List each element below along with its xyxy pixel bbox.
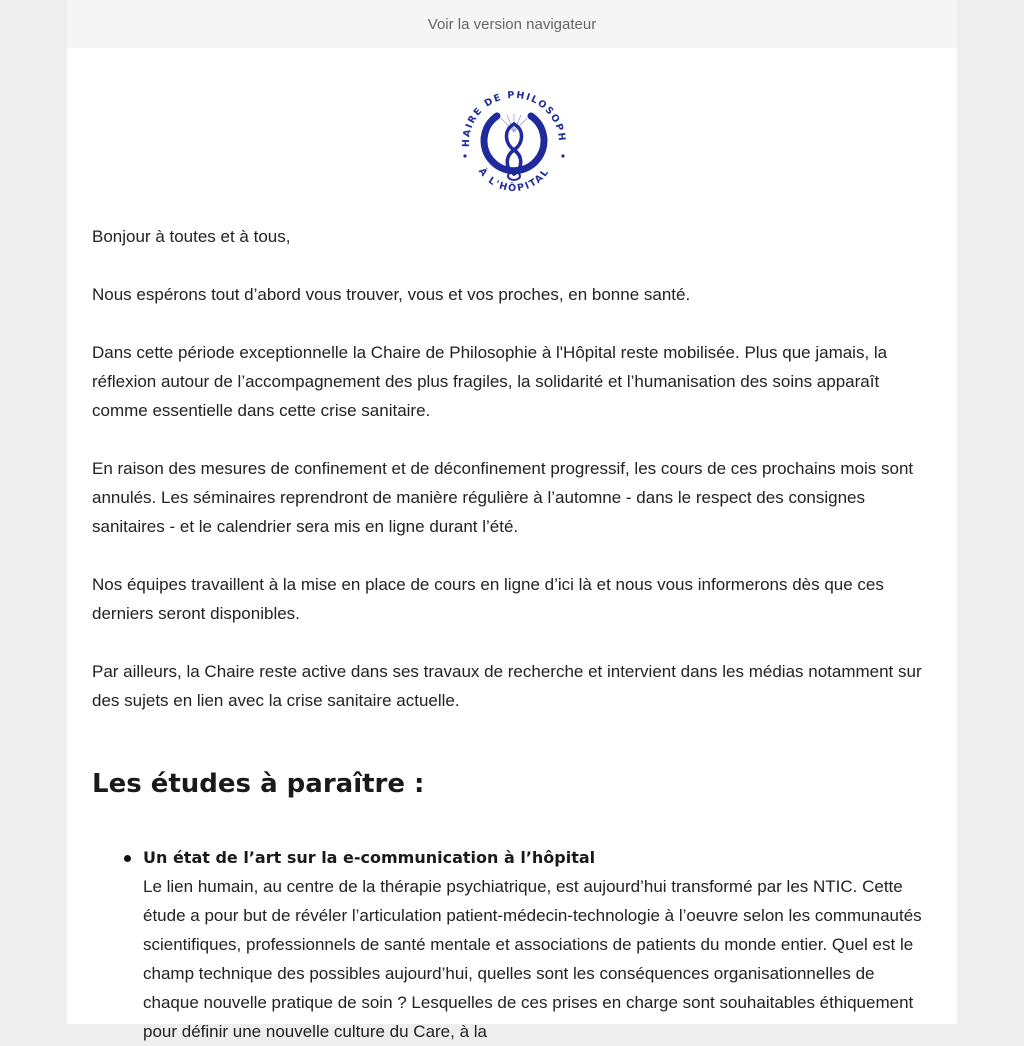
view-in-browser-link[interactable]: Voir la version navigateur <box>427 15 597 33</box>
paragraph: Nos équipes travaillent à la mise en place de cours en ligne d’ici là et nous vous informerons dès que ces derniers seront disponibles. <box>92 575 884 623</box>
top-bar <box>67 0 957 48</box>
study-title: Un état de l’art sur la e-communication à l’hôpital <box>143 848 596 867</box>
chaire-logo <box>447 76 581 210</box>
logo-arc-bottom-text: À L'HÔPITAL <box>476 166 552 195</box>
email-body <box>92 222 934 1046</box>
study-description: Le lien humain, au centre de la thérapie psychiatrique, est aujourd’hui transformé par les NTIC. Cette étude a pour but de révéler l’articulation patient-médecin-technologie à l’oeuvre selon les communautés scientifiques, professionnels de santé mentale et associations de patients du monde entier. Quel est le champ technique des possibles aujourd’hui, quelles sont les conséquences organisationnelles de chaque nouvelle pratique de soin ? Lesquelles de ces prises en charge sont souhaitables éthiquement pour définir une nouvelle culture du Care, à la <box>143 877 922 1041</box>
logo-arc-top-text: HAIRE DE PHILOSOPH <box>460 89 568 148</box>
paragraph: Nous espérons tout d’abord vous trouver, vous et vos proches, en bonne santé. <box>92 285 691 304</box>
studies-list <box>92 843 934 1046</box>
bullet-icon <box>124 855 131 862</box>
section-heading: Les études à paraître : <box>92 769 425 799</box>
email-content <box>67 48 957 1041</box>
paragraph: Dans cette période exceptionnelle la Chaire de Philosophie à l'Hôpital reste mobilisée. Plus que jamais, la réflexion autour de l’accompagnement des plus fragiles, la solidarité et l’humanisation des soins apparaît comme essentielle dans cette crise sanitaire. <box>92 343 888 420</box>
chaire-logo-graphic <box>447 76 581 210</box>
greeting: Bonjour à toutes et à tous, <box>92 227 291 246</box>
paragraph: Par ailleurs, la Chaire reste active dans ses travaux de recherche et intervient dans les médias notamment sur des sujets en lien avec la crise sanitaire actuelle. <box>92 662 922 710</box>
paragraph: En raison des mesures de confinement et de déconfinement progressif, les cours de ces prochains mois sont annulés. Les séminaires reprendront de manière régulière à l’automne - dans le respect des consignes sanitaires - et le calendrier sera mis en ligne durant l’été. <box>92 459 914 536</box>
list-item <box>143 843 934 1046</box>
